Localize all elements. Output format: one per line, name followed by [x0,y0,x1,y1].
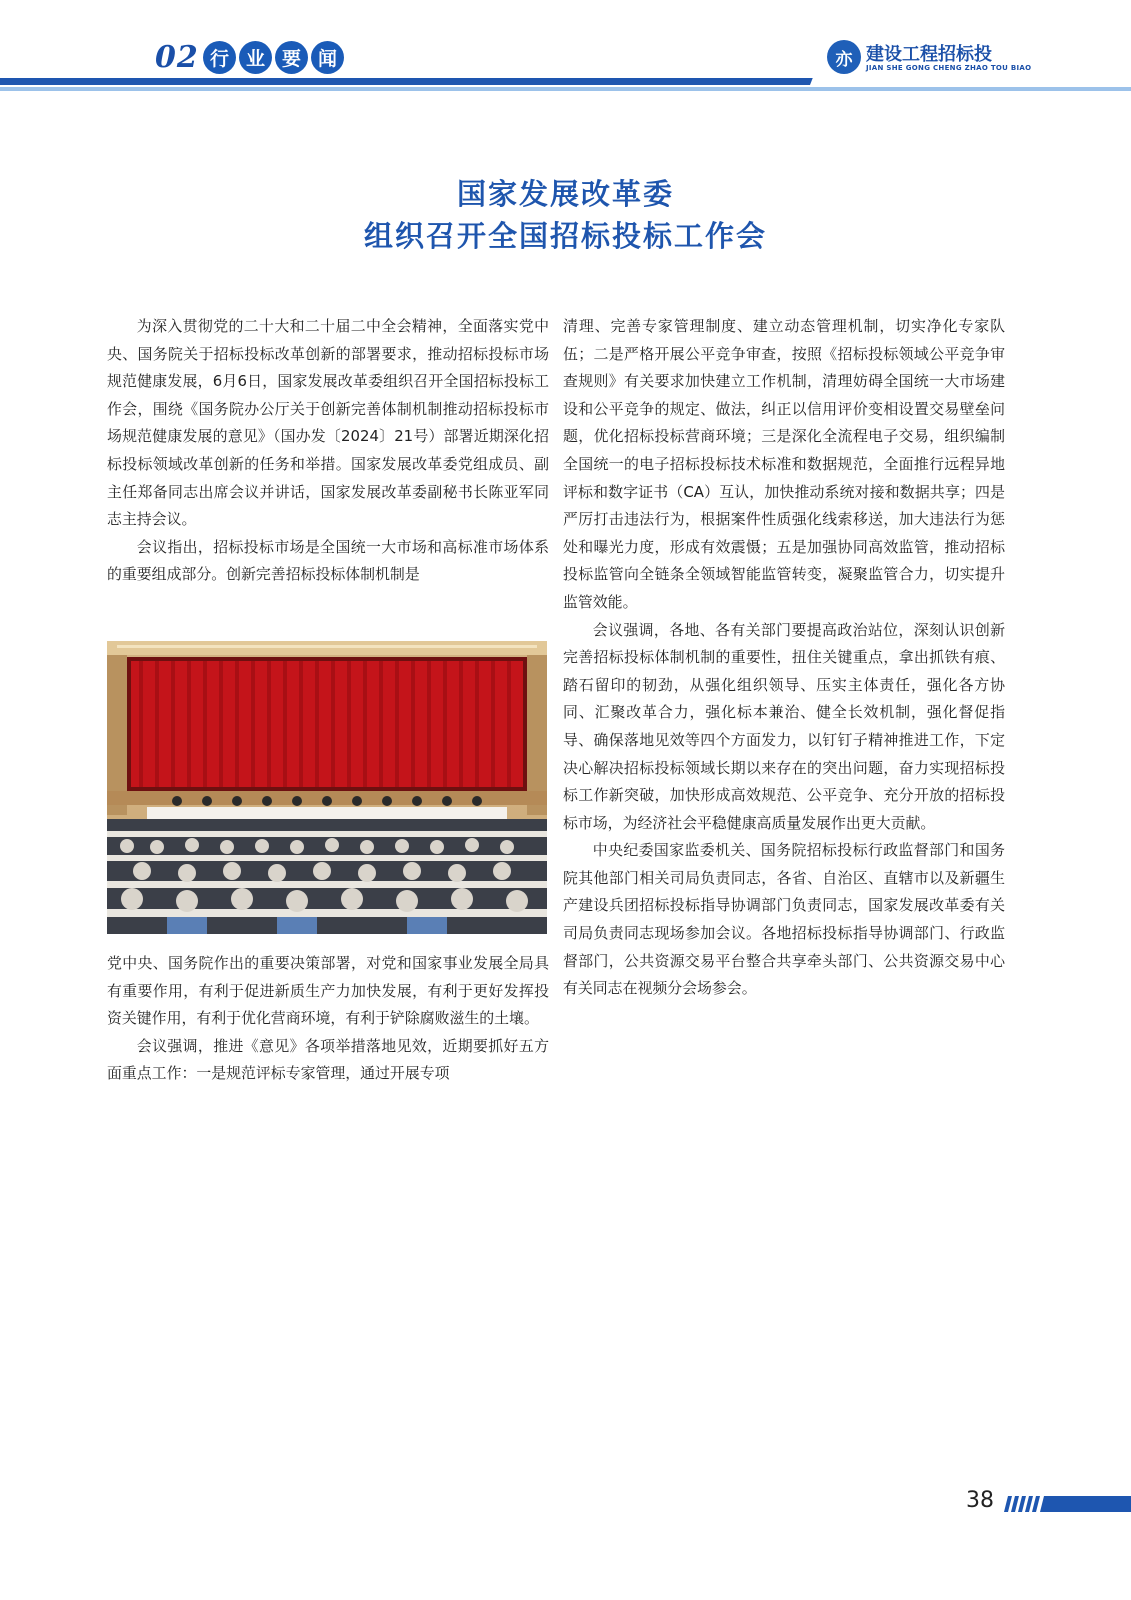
article-title-line2: 组织召开全国招标投标工作会 [363,219,767,253]
article-column-left-top [107,313,549,589]
paragraph: 为深入贯彻党的二十大和二十届二中全会精神，全面落实党中央、国务院关于招标投标改革创新的部署要求，推动招标投标市场规范健康发展，6月6日，国家发展改革委组织召开全国招标投标工作会，围绕《国务院办公厅关于创新完善体制机制推动招标投标市场规范健康发展的意见》（国办发〔2024〕21号）部署近期深化招标投标领域改革创新的任务和举措。国家发展改革委党组成员、副主任郑备同志出席会议并讲话，国家发展改革委副秘书长陈亚军同志主持会议。 [107,317,549,529]
section-char: 闻 [311,41,344,74]
brand-pinyin: JIAN SHE GONG CHENG ZHAO TOU BIAO [866,64,1032,72]
section-char: 行 [203,41,236,74]
meeting-photo [107,641,547,934]
page-number: 38 [966,1488,994,1513]
section-title [203,41,344,74]
paragraph: 清理、完善专家管理制度、建立动态管理机制，切实净化专家队伍；二是严格开展公平竞争审查，按照《招标投标领域公平竞争审查规则》有关要求加快建立工作机制，清理妨碍全国统一大市场建设和公平竞争的规定、做法，纠正以信用评价变相设置交易壁垒问题，优化招标投标营商环境；三是深化全流程电子交易，组织编制全国统一的电子招标投标技术标准和数据规范，全面推行远程异地评标和数字证书（CA）互认，加快推动系统对接和数据共享；四是严厉打击违法行为，根据案件性质强化线索移送，加大违法行为惩处和曝光力度，形成有效震慑；五是加强协同高效监管，推动招标投标监管向全链条全领域智能监管转变，凝聚监管合力，切实提升监管效能。 [563,317,1005,611]
article-column-left-bottom [107,950,549,1088]
section-char: 要 [275,41,308,74]
article-column-right [563,313,1005,1003]
brand-logo-icon: 亦 [827,40,861,74]
brand-name: 建设工程招标投 [866,44,992,65]
paragraph: 会议强调，推进《意见》各项举措落地见效，近期要抓好五方面重点工作：一是规范评标专家管理，通过开展专项 [107,1036,549,1083]
paragraph: 党中央、国务院作出的重要决策部署，对党和国家事业发展全局具有重要作用，有利于促进新质生产力加快发展，有利于更好发挥投资关键作用，有利于优化营商环境，有利于铲除腐败滋生的土壤。 [107,954,549,1028]
section-number: 02 [155,40,199,75]
paragraph: 会议指出，招标投标市场是全国统一大市场和高标准市场体系的重要组成部分。创新完善招标投标体制机制是 [107,537,549,584]
header-bar-light [0,87,1131,91]
paragraph: 中央纪委国家监委机关、国务院招标投标行政监督部门和国务院其他部门相关司局负责同志，各省、自治区、直辖市以及新疆生产建设兵团招标投标指导协调部门负责同志，国家发展改革委有关司局负责同志现场参加会议。各地招标投标指导协调部门、行政监督部门，公共资源交易平台整合共享牵头部门、公共资源交易中心有关同志在视频分会场参会。 [563,841,1005,998]
article-title-line1: 国家发展改革委 [456,177,674,211]
section-char: 业 [239,41,272,74]
paragraph: 会议强调，各地、各有关部门要提高政治站位，深刻认识创新完善招标投标体制机制的重要性，扭住关键重点，拿出抓铁有痕、踏石留印的韧劲，从强化组织领导、压实主体责任，强化各方协同、汇聚改革合力，强化标本兼治、健全长效机制，强化督促指导、确保落地见效等四个方面发力，以钉钉子精神推进工作，下定决心解决招标投标领域长期以来存在的突出问题，奋力实现招标投标工作新突破，加快形成高效规范、公平竞争、充分开放的招标投标市场，为经济社会平稳健康高质量发展作出更大贡献。 [563,620,1005,832]
page-stripe-icon [1000,1494,1131,1516]
